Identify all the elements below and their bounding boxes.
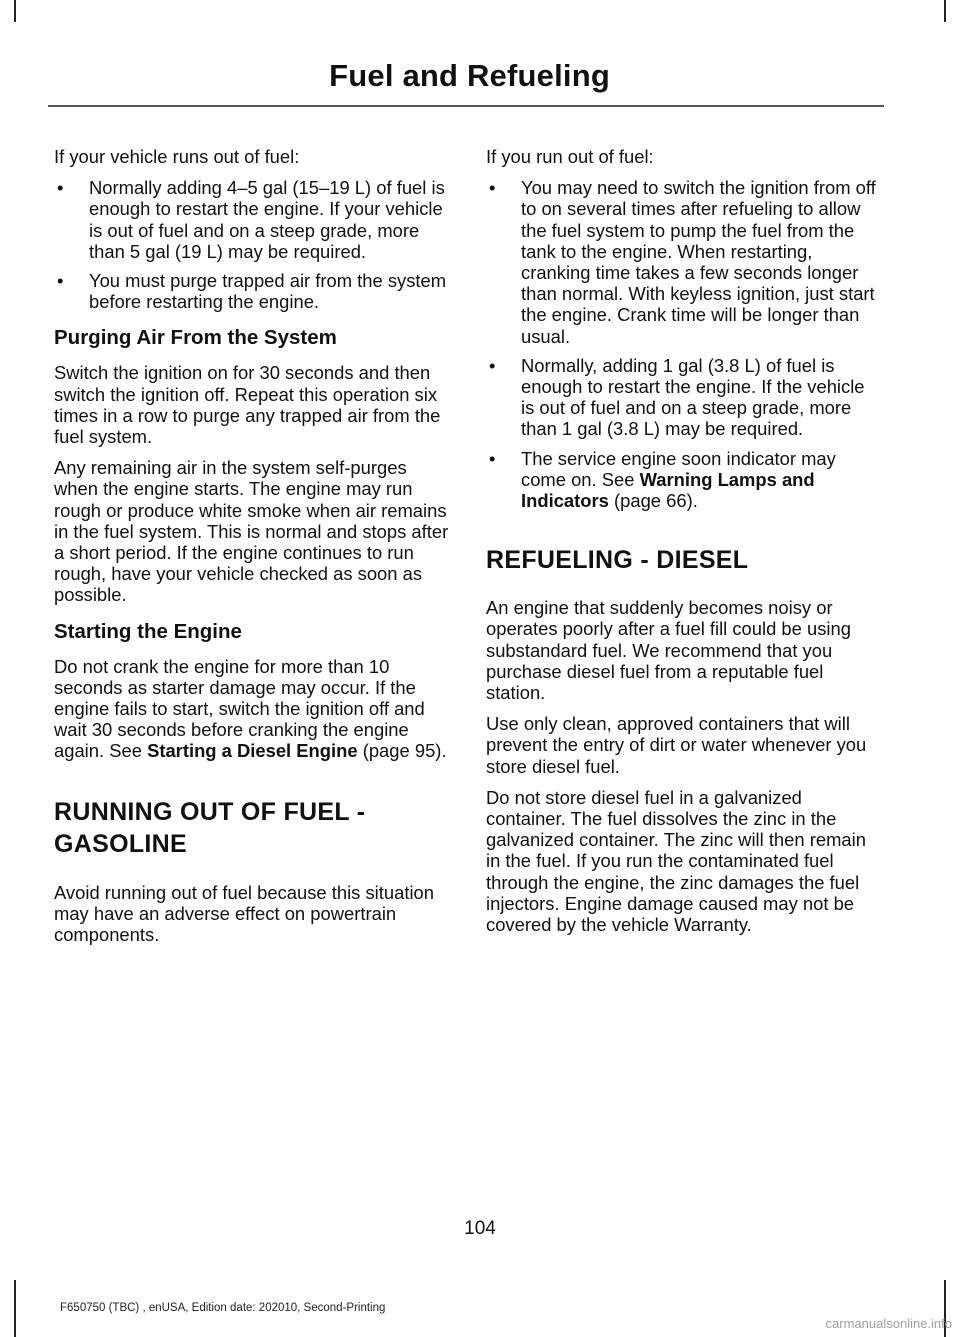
right-intro: If you run out of fuel: bbox=[486, 146, 654, 167]
warning-lamps-link[interactable]: Warning Lamps and Indicators bbox=[521, 468, 815, 512]
crop-mark-top-left bbox=[14, 0, 16, 22]
diesel-paragraph-2: Use only clean, approved containers that will prevent the entry of dirt or water whenever you store diesel fuel. bbox=[486, 713, 867, 777]
list-item: • Normally, adding 1 gal (3.8 L) of fuel is enough to restart the engine. If the vehicle is out of fuel and on a steep grade, more than 1 gal (3.8 L) may be required. bbox=[489, 354, 865, 440]
diesel-paragraph-1: An engine that suddenly becomes noisy or operates poorly after a fuel fill could be using substandard fuel. We recommend that you purchase diesel fuel from a reputable fuel station. bbox=[486, 597, 851, 704]
bullet-icon: • bbox=[489, 447, 496, 469]
starting-heading: Starting the Engine bbox=[54, 619, 242, 643]
list-item: • The service engine soon indicator may come on. See Warning Lamps and Indicators (page 66). bbox=[489, 447, 836, 512]
starting-paragraph: Do not crank the engine for more than 10 seconds as starter damage may occur. If the engine fails to start, switch the ignition off and wait 30 seconds before cranking the engine again. See Starting a Diesel Engine (page 95). bbox=[54, 655, 447, 762]
bullet-icon: • bbox=[57, 177, 64, 199]
page-number: 104 bbox=[464, 1218, 496, 1239]
left-bullet-list bbox=[54, 177, 450, 312]
list-item: • Normally adding 4–5 gal (15–19 L) of fuel is enough to restart the engine. If your vehicle is out of fuel and on a steep grade, more than 5 gal (19 L) may be required. bbox=[57, 177, 445, 262]
right-bullet-list bbox=[486, 177, 882, 511]
page-title: Fuel and Refueling bbox=[329, 58, 610, 93]
list-item: • You must purge trapped air from the system before restarting the engine. bbox=[57, 270, 447, 313]
purging-heading: Purging Air From the System bbox=[54, 326, 337, 350]
starting-diesel-engine-link[interactable]: Starting a Diesel Engine bbox=[147, 740, 358, 762]
left-intro: If your vehicle runs out of fuel: bbox=[54, 146, 300, 167]
left-column bbox=[54, 146, 450, 955]
list-item: • You may need to switch the ignition from off to on several times after refueling to allow the fuel system to pump the fuel from the tank to the engine. When restarting, cranking time takes a few seconds longer than normal. With keyless ignition, just start the engine. Crank time will be longer than usual. bbox=[489, 177, 876, 347]
crop-mark-top-right bbox=[944, 0, 946, 22]
purging-paragraph-1: Switch the ignition on for 30 seconds and then switch the ignition off. Repeat this operation six times in a row to purge any trapped air from the fuel system. bbox=[54, 362, 441, 448]
refueling-diesel-heading: REFUELING - DIESEL bbox=[486, 546, 749, 575]
crop-mark-bottom-left bbox=[14, 1280, 16, 1337]
diesel-paragraph-3: Do not store diesel fuel in a galvanized container. The fuel dissolves the zinc in the galvanized container. The zinc will then remain in the fuel. If you run the contaminated fuel through the engine, the zinc damages the fuel injectors. Engine damage caused may not be covered by the vehicle Warranty. bbox=[486, 786, 866, 936]
bullet-icon: • bbox=[489, 177, 496, 199]
right-column bbox=[486, 146, 882, 945]
purging-paragraph-2: Any remaining air in the system self-purges when the engine starts. The engine may run rough or produce white smoke when air remains in the fuel system. This is normal and stops after a short period. If the engine continues to run rough, have your vehicle checked as soon as possible. bbox=[54, 457, 449, 606]
bullet-icon: • bbox=[57, 270, 64, 292]
bullet-icon: • bbox=[489, 354, 496, 376]
watermark: carmanualsonline.info bbox=[825, 1316, 952, 1331]
footer-edition: F650750 (TBC) , enUSA, Edition date: 202010, Second-Printing bbox=[60, 1302, 386, 1314]
running-out-paragraph: Avoid running out of fuel because this situation may have an adverse effect on powertrain components. bbox=[54, 881, 434, 946]
header-rule bbox=[48, 105, 884, 107]
running-out-heading: RUNNING OUT OF FUEL - GASOLINE bbox=[54, 797, 366, 858]
